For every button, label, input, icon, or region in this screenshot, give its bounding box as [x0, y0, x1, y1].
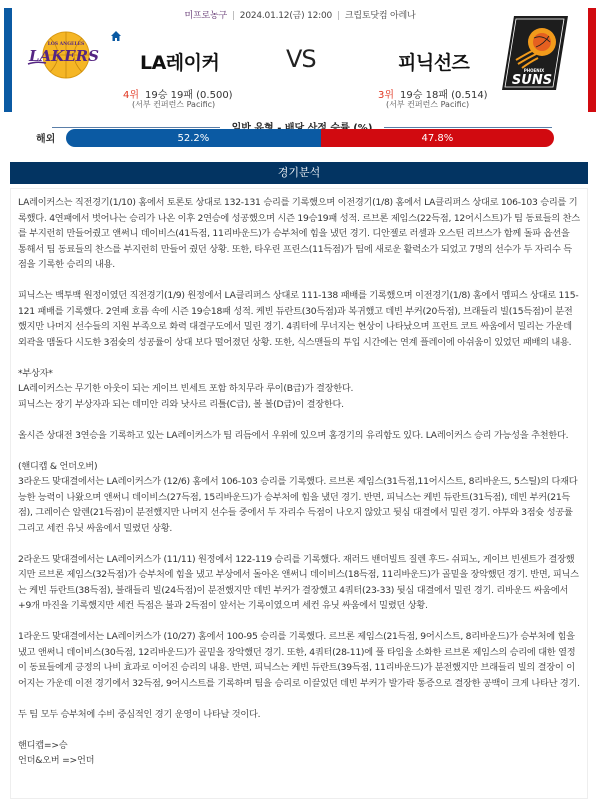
divider: [384, 127, 552, 128]
analysis-paragraph: 두 팀 모두 승부처에 수비 중심적인 경기 운영이 나타날 것이다.: [18, 708, 261, 720]
analysis-body: [10, 188, 588, 799]
paragraph-gap: [18, 614, 580, 630]
separator: |: [337, 11, 340, 21]
competition-label: 미프로농구: [184, 11, 227, 21]
separator: |: [231, 11, 235, 21]
svg-text:PHOENIX: PHOENIX: [523, 68, 545, 73]
away-team-name[interactable]: 피닉선즈: [398, 52, 470, 74]
svg-text:SUNS: SUNS: [511, 73, 553, 88]
analysis-paragraph: LA레이커스는 무기한 아웃이 되는 게이브 빈세트 포함 하치무라 루이(B급)가 결장한다.: [18, 383, 354, 394]
paragraph-gap: [18, 273, 580, 289]
home-team-color-bar: [4, 8, 12, 112]
venue-label: 크립토닷컴 아레나: [344, 11, 416, 21]
paragraph-gap: [18, 443, 580, 459]
paragraph-gap: [18, 412, 580, 428]
paragraph-gap: [18, 722, 580, 738]
home-icon: [110, 30, 122, 42]
home-team-name[interactable]: LA레이커: [140, 52, 220, 74]
away-team-rank: 3위: [378, 90, 395, 101]
odds-row: [36, 129, 556, 147]
analysis-paragraph: 피닉스는 장기 부상자과 되는 데미안 리와 낫사르 리틀(C급), 볼 볼(D급)이 결장한다.: [18, 398, 344, 410]
analysis-paragraph: 언더&오버 =>언더: [18, 755, 95, 766]
home-team-wl: 19승 19패 (0.500): [145, 90, 233, 101]
home-team-rank: 4위: [123, 90, 140, 101]
analysis-paragraph: *부상자*: [18, 367, 53, 379]
odds-row-label: 해외: [36, 134, 56, 145]
away-team-wl: 19승 18패 (0.514): [400, 90, 488, 101]
paragraph-gap: [18, 691, 580, 707]
match-datetime: 2024.01.12(금) 12:00: [239, 11, 333, 21]
vs-label: VS: [286, 45, 316, 73]
analysis-paragraph: 2라운드 맞대결에서는 LA레이커스가 (11/11) 원정에서 122-119 승리를 기록했다. 재러드 밴더빌트 질렌 후드- 쉬피노, 게이브 빈센트가 결장했지만 르브론 제임스(32득점)가 승부처에 힘을 냈고 부상에서 돌아온 앤써니 데이비스(18득점, 11리바운드)가 골밑을 장악했던 경기. 반면, 피닉스는 케빈 듀란트(38득점), 블래들리 빌(24득점)이 분전했지만 데빈 부커가 결장했고 4쿼터(23-33) 뒷심 대결에서 밀린 경기. 리바운드 싸움에서 +9개 마진을 기록했지만 세컨 득점은 불과 2득점이 앞서는 기록이였으며 세컨 유닛 싸움에서 밀렸던 상황.: [18, 553, 579, 611]
odds-home-segment: 52.2%: [66, 129, 321, 147]
lakers-logo: [26, 28, 102, 82]
odds-away-segment: 47.8%: [321, 129, 554, 147]
away-team-color-bar: [588, 8, 596, 112]
odds-bar: [66, 129, 554, 147]
analysis-paragraph: 1라운드 맞대결에서는 LA레이커스가 (10/27) 홈에서 100-95 승리를 기록했다. 르브론 제임스(21득점, 9어시스트, 8리바운드)가 승부처에 힘을 냈고 앤써니 데이비스(30득점, 12리바운드)가 골밑을 장악했던 경기. 또한, 4쿼터(28-11)에 풀 타임을 소화한 르브론 제임스의 승리에 대한 열정이 동료들에게 긍정의 나비 효과로 이어진 승리의 내용. 반면, 피닉스는 케빈 듀란트(39득점, 11리바운드)가 분전했지만 브래들리 빌의 결장이 이어지는 가운데 이전 경기에서 32득점, 9어시스트를 기록하며 팀을 승리로 이끌었던 데빈 부커가 발가락 통증으로 결장한 공백이 크게 나타난 경기.: [18, 631, 580, 689]
analysis-paragraph: 피닉스는 백투백 원정이였던 직전경기(1/9) 원정에서 LA클리퍼스 상대로 111-138 패배를 기록했으며 이전경기(1/8) 홈에서 멤피스 상대로 115-121 패배를 기록했다. 2연패 흐름 속에 시즌 19승18패 성적. 케빈 듀란트(30득점)과 복귀했고 데빈 부커(20득점), 브래들리 빌(15득점)이 분전했지만 나머지 선수들의 지원 부족으로 화력 대결구도에서 밀린 경기. 4쿼터에 무너지는 현상이 나타났으며 프런트 코트 싸움에서 밀리는 가운데 외곽을 맴돌다 시도한 3점슛의 성공률이 상대 보다 떨어졌던 상황. 또한, 식스맨들의 투입 시간에는 연계 플레이에 아쉬움이 있었던 패배의 내용.: [18, 290, 579, 348]
analysis-paragraph: LA레이커스는 직전경기(1/10) 홈에서 토론토 상대로 132-131 승리를 기록했으며 이전경기(1/8) 홈에서 LA클리퍼스 상대로 106-103 승리를 기록했다. 4연패에서 벗어나는 승리가 나온 이후 2연승에 성공했으며 시즌 19승19패 성적. 르브론 제임스(22득점, 12어시스트)가 팀 동료들의 찬스를 부지런히 만들어줬고 앤써니 데이비스(41득점, 11리바운드)가 승부처에 힘을 냈던 경기. 디안젤로 러셀과 오스틴 리브스가 함께 돌파 옵션을 통해서 팀 동료들의 찬스를 부지런히 만들어 줬던 상황. 또한, 타우린 프린스(11득점)가 팀에 새로운 활력소가 되었고 7명의 선수가 두 자리수 득점을 기록한 승리의 내용.: [18, 197, 580, 270]
analysis-header: 경기분석: [10, 162, 588, 184]
analysis-paragraph: 핸디캡=>승: [18, 739, 68, 751]
svg-text:LOS ANGELES: LOS ANGELES: [47, 42, 85, 47]
svg-text:LAKERS: LAKERS: [29, 47, 99, 65]
away-team-conference: (서부 컨퍼런스 Pacific): [386, 100, 470, 109]
paragraph-gap: [18, 536, 580, 552]
analysis-paragraph: (핸디캡 & 언더오버): [18, 460, 98, 472]
analysis-paragraph: 올시즌 상대전 3연승을 기록하고 있는 LA레이커스가 팀 리듬에서 우위에 있으며 홈경기의 유리함도 있다. LA레이커스 승리 가능성을 추천한다.: [18, 429, 569, 441]
paragraph-gap: [18, 350, 580, 366]
suns-logo: [500, 14, 570, 92]
home-team-conference: (서부 컨퍼런스 Pacific): [132, 100, 216, 109]
analysis-paragraph: 3라운드 맞대결에서는 LA레이커스가 (12/6) 홈에서 106-103 승리를 기록했다. 르브론 제임스(31득점,11어시스트, 8리바운드, 5스틸)의 다재다능한 능력이 나왔으며 앤써니 데이비스(27득점, 15리바운드)가 승부처에 힘을 냈던 경기. 반면, 피닉스는 케빈 듀란트(31득점), 데빈 부커(21득점), 그레이슨 알렌(21득점)이 분전했지만 나머지 선수들 중에서 두 자리수 득점이 나오지 않았고 뒷심 대결에서 밀린 경기. 야투와 3점슛 성공률 그리고 세컨 유닛 싸움에서 밀렸던 상황.: [18, 476, 578, 534]
